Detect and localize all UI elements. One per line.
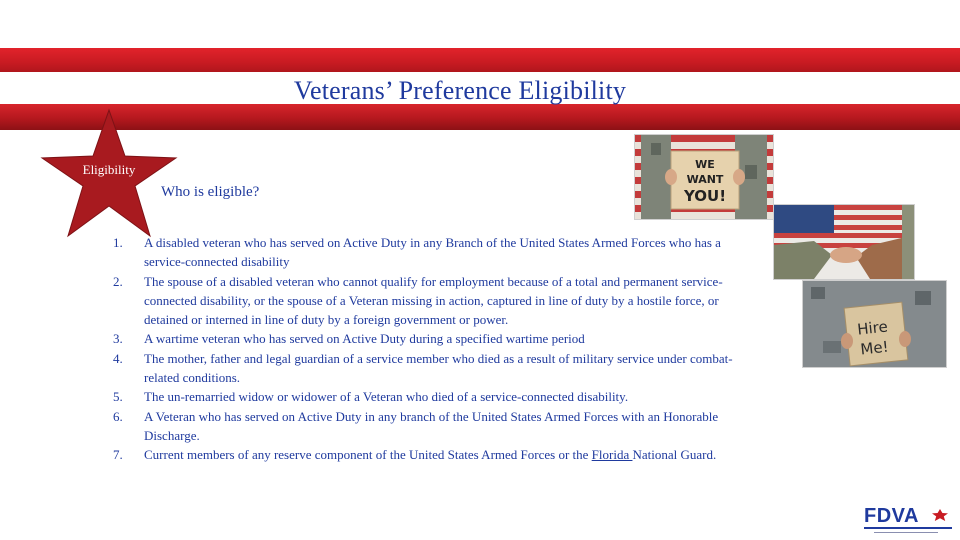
sign-line: YOU! <box>683 187 727 205</box>
photo-we-want-you <box>634 134 774 220</box>
logo-underline <box>864 527 952 529</box>
star-badge <box>38 106 180 240</box>
list-item <box>113 349 753 388</box>
item-text-before: Current members of any reserve component of the United States Armed Forces or the <box>144 447 592 463</box>
list-item <box>113 233 753 272</box>
list-item <box>113 329 753 348</box>
item-text: The spouse of a disabled veteran who cannot qualify for employment because of a total and permanent service-connected disability, or the spouse of a Veteran missing in action, captured in line of duty by a hostile force, or detained or interned in line of duty by a foreign government or power. <box>144 273 723 328</box>
item-number: 7. <box>113 447 123 463</box>
eligibility-list <box>113 233 753 465</box>
sign-line: WE <box>695 158 715 171</box>
item-text-after: National Guard. <box>632 447 717 463</box>
item-number: 3. <box>113 331 123 347</box>
slide-title: Veterans’ Preference Eligibility <box>293 76 627 105</box>
logo-tagline-line <box>874 532 938 533</box>
list-item <box>113 407 753 446</box>
sign-line: WANT <box>686 173 724 186</box>
item-text: The mother, father and legal guardian of a service member who died as a result of military service under combat-related conditions. <box>144 350 733 386</box>
list-item <box>113 445 753 464</box>
item-number: 2. <box>113 273 123 289</box>
list-item <box>113 387 753 406</box>
fdva-logo <box>860 505 956 535</box>
item-number: 6. <box>113 408 123 424</box>
item-text: A Veteran who has served on Active Duty in any branch of the United States Armed Forces with an Honorable Discharge. <box>144 408 719 443</box>
photo-hire-me <box>802 280 947 368</box>
item-text: A disabled veteran who has served on Active Duty in any Branch of the United States Armed Forces who has a service-connected disability <box>144 235 721 270</box>
item-text: A wartime veteran who has served on Active Duty during a specified wartime period <box>144 331 585 347</box>
header-band-top <box>0 48 960 72</box>
item-text: The un-remarried widow or widower of a Veteran who died of a service-connected disability. <box>144 389 629 405</box>
photo-handshake <box>773 204 915 280</box>
logo-text: FDVA <box>864 505 919 527</box>
item-number: 5. <box>113 389 123 405</box>
item-number: 4. <box>113 350 123 366</box>
star-label: Eligibility <box>82 162 136 177</box>
sign-line: Me! <box>859 337 890 359</box>
section-subtitle: Who is eligible? <box>161 184 260 200</box>
sign-line: Hire <box>856 317 889 339</box>
logo-star-icon <box>930 509 950 521</box>
list-item <box>113 272 753 330</box>
item-number: 1. <box>113 235 123 250</box>
item-text-underlined: Florida <box>591 447 633 463</box>
